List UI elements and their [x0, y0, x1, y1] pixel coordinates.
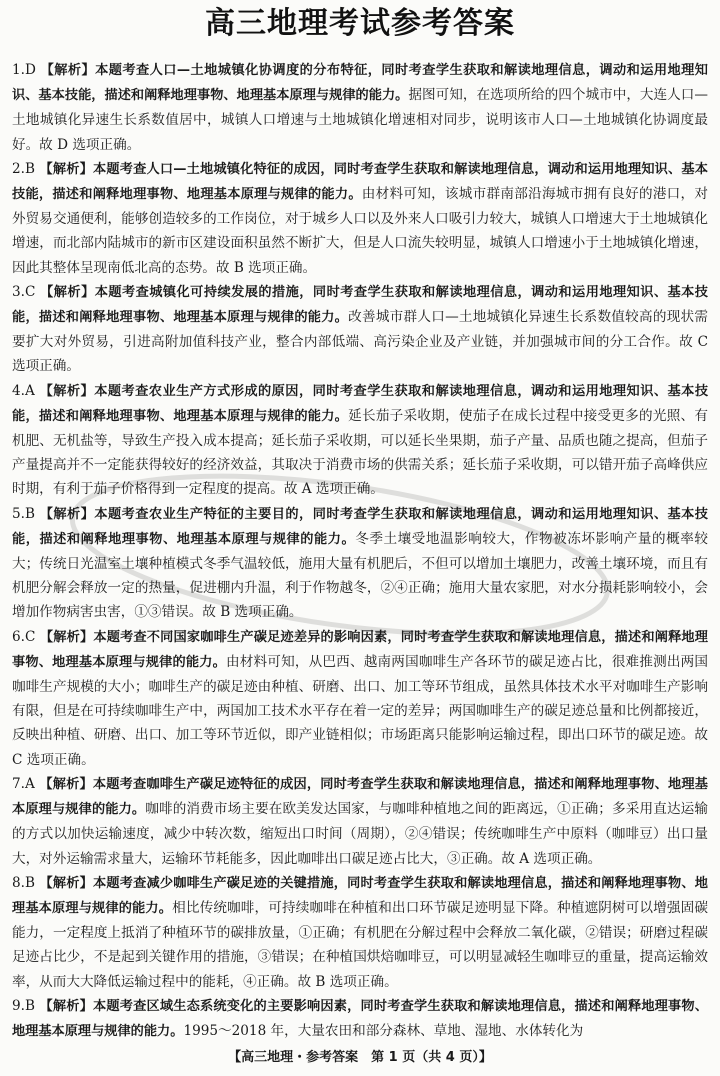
answer-number: 8.B	[12, 874, 35, 891]
answer-number: 2.B	[12, 160, 35, 177]
answer-item	[12, 58, 708, 157]
answer-number: 4.A	[12, 382, 35, 399]
analysis-lead: 【解析】本题考查不同国家咖啡生产碳足迹差异的影响因素，同时考查学生获取和解读地理信息，描述和阐释地理事物、地理基本原理与规律的能力。	[12, 629, 708, 670]
analysis-body: 延长茄子采收期，使茄子在成长过程中接受更多的光照、有机肥、无机盐等，导致生产投入成本提高；延长茄子采收期，可以延长坐果期，茄子产量、品质也随之提高，但茄子产量提高并不一定能获得较好的经济效益，其取决于消费市场的供需关系；延长茄子采收期，可以错开茄子高峰供应时期，有利于茄子价格得到一定程度的提高。故 A 选项正确。	[12, 407, 708, 498]
analysis-body: 由材料可知，从巴西、越南两国咖啡生产各环节的碳足迹占比，很难推测出两国咖啡生产规模的大小；咖啡生产的碳足迹由种植、研磨、出口、加工等环节组成，虽然具体技术水平对咖啡生产影响有限，但是在可持续咖啡生产中，两国加工技术水平存在着一定的差异；两国咖啡生产的碳足迹总量和比例都接近，反映出种植、研磨、出口、加工等环节近似，即产业链相似；市场距离只能影响运输过程，即出口环节的碳足迹。故 C 选项正确。	[12, 653, 709, 768]
answer-item	[12, 502, 708, 625]
analysis-lead: 【解析】本题考查农业生产特征的主要目的，同时考查学生获取和解读地理信息，调动和运用地理知识、基本技能，描述和阐释地理事物、地理基本原理与规律的能力。	[12, 506, 708, 547]
analysis-lead: 【解析】本题考查咖啡生产碳足迹特征的成因，同时考查学生获取和解读地理信息，描述和阐释地理事物、地理基本原理与规律的能力。	[12, 776, 708, 818]
answer-number: 1.D	[12, 62, 36, 78]
answer-number: 9.B	[12, 997, 35, 1014]
analysis-lead: 【解析】本题考查人口—土地城镇化特征的成因，同时考查学生获取和解读地理信息，调动和运用地理知识、基本技能，描述和阐释地理事物、地理基本原理与规律的能力。	[12, 161, 708, 203]
answer-number: 5.B	[12, 505, 35, 522]
analysis-lead: 【解析】本题考查区域生态系统变化的主要影响因素，同时考查学生获取和解读地理信息，描述和阐释地理事物、地理基本原理与规律的能力。	[12, 998, 708, 1039]
analysis-lead: 【解析】本题考查人口—土地城镇化协调度的分布特征，同时考查学生获取和解读地理信息，调动和运用地理知识、基本技能，描述和阐释地理事物、地理基本原理与规律的能力。	[12, 63, 708, 104]
answer-item	[12, 625, 708, 772]
analysis-lead: 【解析】本题考查城镇化可持续发展的措施，同时考查学生获取和解读地理信息，调动和运用地理知识、基本技能，描述和阐释地理事物、地理基本原理与规律的能力。	[12, 284, 708, 326]
analysis-body: 据图可知，在选项所给的四个城市中，大连人口—土地城镇化异速生长系数值居中，城镇人口增速与土地城镇化增速相对同步，说明该市人口—土地城镇化协调度最好。故 D 选项正确。	[12, 87, 709, 153]
analysis-body: 冬季土壤受地温影响较大，作物被冻坏影响产量的概率较大；传统日光温室土壤种植模式冬季气温较低，施用大量有机肥后，不但可以增加土壤肥力，改善土壤环境，而且有机肥分解会释放一定的热量，促进棚内升温，利于作物越冬，②④正确；施用大量农家肥，对水分损耗影响较小，会增加作物病害虫害，①③错误。故 B 选项正确。	[12, 530, 709, 621]
page-title: 高三地理考试参考答案	[205, 6, 515, 41]
analysis-body: 由材料可知，该城市群南部沿海城市拥有良好的港口，对外贸易交通便利，能够创造较多的工作岗位，对于城乡人口以及外来人口吸引力较大，城镇人口增速大于土地城镇化增速，而北部内陆城市的新市区建设面积虽然不断扩大，但是人口流失较明显，城镇人口增速小于土地城镇化增速，因此其整体呈现南低北高的态势。故 B 选项正确。	[12, 186, 708, 276]
answer-item	[12, 379, 708, 502]
answer-item	[12, 772, 708, 871]
analysis-lead: 【解析】本题考查减少咖啡生产碳足迹的关键措施，同时考查学生获取和解读地理信息，描述和阐释地理事物、地理基本原理与规律的能力。	[12, 875, 708, 916]
answer-item	[12, 871, 708, 994]
answer-item	[12, 157, 708, 280]
analysis-body: 相比传统咖啡，可持续咖啡在种植和出口环节碳足迹明显下降。种植遮阴树可以增强固碳能力，一定程度上抵消了种植环节的碳排放量，①正确；有机肥在分解过程中会释放二氧化碳，②错误；研磨过程碳足迹占比少，不是起到关键作用的措施，③错误；在种植国烘焙咖啡豆，可以明显减轻生咖啡豆的重量，提高运输效率，从而大大降低运输过程中的能耗，④正确。故 B 选项正确。	[12, 899, 709, 990]
page-footer: 【高三地理・参考答案 第 1 页（共 4 页）】	[228, 1050, 492, 1065]
answer-number: 3.C	[12, 283, 36, 300]
answer-item	[12, 280, 708, 379]
answer-list	[12, 58, 708, 1044]
answer-item	[12, 994, 708, 1044]
analysis-body: 咖啡的消费市场主要在欧美发达国家，与咖啡种植地之间的距离远，①正确；多采用直达运输的方式以加快运输速度，减少中转次数，缩短出口时间（周期），②④错误；传统咖啡生产中原料（咖啡豆）出口量大，对外运输需求量大，运输环节耗能多，因此咖啡出口碳足迹占比大，③正确。故 A 选项正确。	[12, 801, 709, 867]
analysis-body: 1995～2018 年，大量农田和部分森林、草地、湿地、水体转化为	[183, 1022, 584, 1039]
answer-number: 7.A	[12, 775, 35, 792]
analysis-body: 改善城市群人口—土地城镇化异速生长系数值较高的现状需要扩大对外贸易，引进高附加值科技产业，整合内部低端、高污染企业及产业链，并加强城市间的分工合作。故 C 选项正确。	[12, 309, 708, 375]
answer-number: 6.C	[12, 628, 36, 645]
analysis-lead: 【解析】本题考查农业生产方式形成的原因，同时考查学生获取和解读地理信息，调动和运用地理知识、基本技能，描述和阐释地理事物、地理基本原理与规律的能力。	[12, 383, 709, 424]
